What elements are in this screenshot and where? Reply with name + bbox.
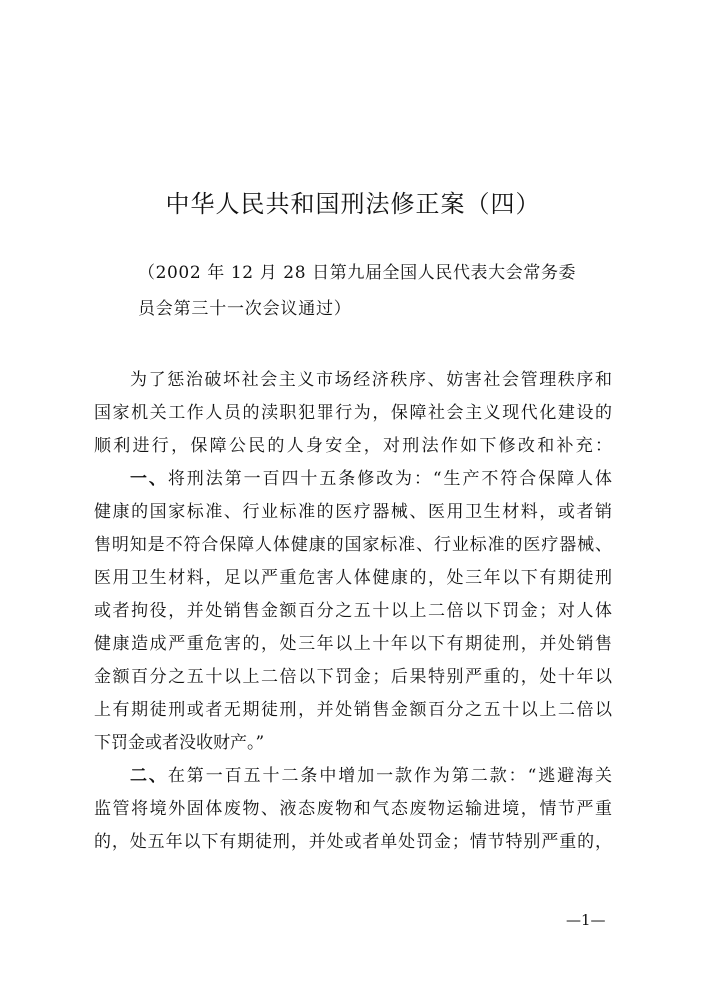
- article-1-line: 健康造成严重危害的，处三年以上十年以下有期徒刑，并处销售: [94, 634, 612, 654]
- preamble-line: 顺利进行，保障公民的人身安全，对刑法作如下修改和补充：: [94, 436, 612, 456]
- preamble-line: 为了惩治破坏社会主义市场经济秩序、妨害社会管理秩序和: [130, 370, 612, 390]
- document-title: 中华人民共和国刑法修正案（四）: [165, 190, 541, 218]
- page-number: —1—: [566, 911, 606, 929]
- article-1-last-line: 下罚金或者没收财产。”: [94, 733, 265, 753]
- article-1-first-line: [130, 467, 612, 491]
- article-1-line: 金额百分之五十以上二倍以下罚金；后果特别严重的，处十年以: [94, 667, 612, 687]
- subtitle-line-1: （2002 年 12 月 28 日第九届全国人民代表大会常务委: [138, 263, 577, 283]
- article-1-line: 售明知是不符合保障人体健康的国家标准、行业标准的医疗器械、: [94, 535, 612, 555]
- article-1-number: 一、: [130, 469, 168, 489]
- article-1-line: 或者拘役，并处销售金额百分之五十以上二倍以下罚金；对人体: [94, 601, 612, 621]
- article-1-text: 将刑法第一百四十五条修改为：“生产不符合保障人体: [167, 469, 612, 489]
- article-1-line: 健康的国家标准、行业标准的医疗器械、医用卫生材料，或者销: [94, 502, 612, 522]
- article-1-line: 医用卫生材料，足以严重危害人体健康的，处三年以下有期徒刑: [94, 568, 612, 588]
- article-2-number: 二、: [130, 766, 168, 786]
- article-1-line: 上有期徒刑或者无期徒刑，并处销售金额百分之五十以上二倍以: [94, 700, 612, 720]
- preamble-line: 国家机关工作人员的渎职犯罪行为，保障社会主义现代化建设的: [94, 403, 612, 423]
- subtitle-line-2: 员会第三十一次会议通过）: [138, 299, 352, 319]
- article-2-line: 的，处五年以下有期徒刑，并处或者单处罚金；情节特别严重的，: [94, 832, 612, 852]
- article-2-first-line: [130, 764, 612, 788]
- article-2-text: 在第一百五十二条中增加一款作为第二款：“逃避海关: [167, 766, 612, 786]
- article-2-line: 监管将境外固体废物、液态废物和气态废物运输进境，情节严重: [94, 799, 612, 819]
